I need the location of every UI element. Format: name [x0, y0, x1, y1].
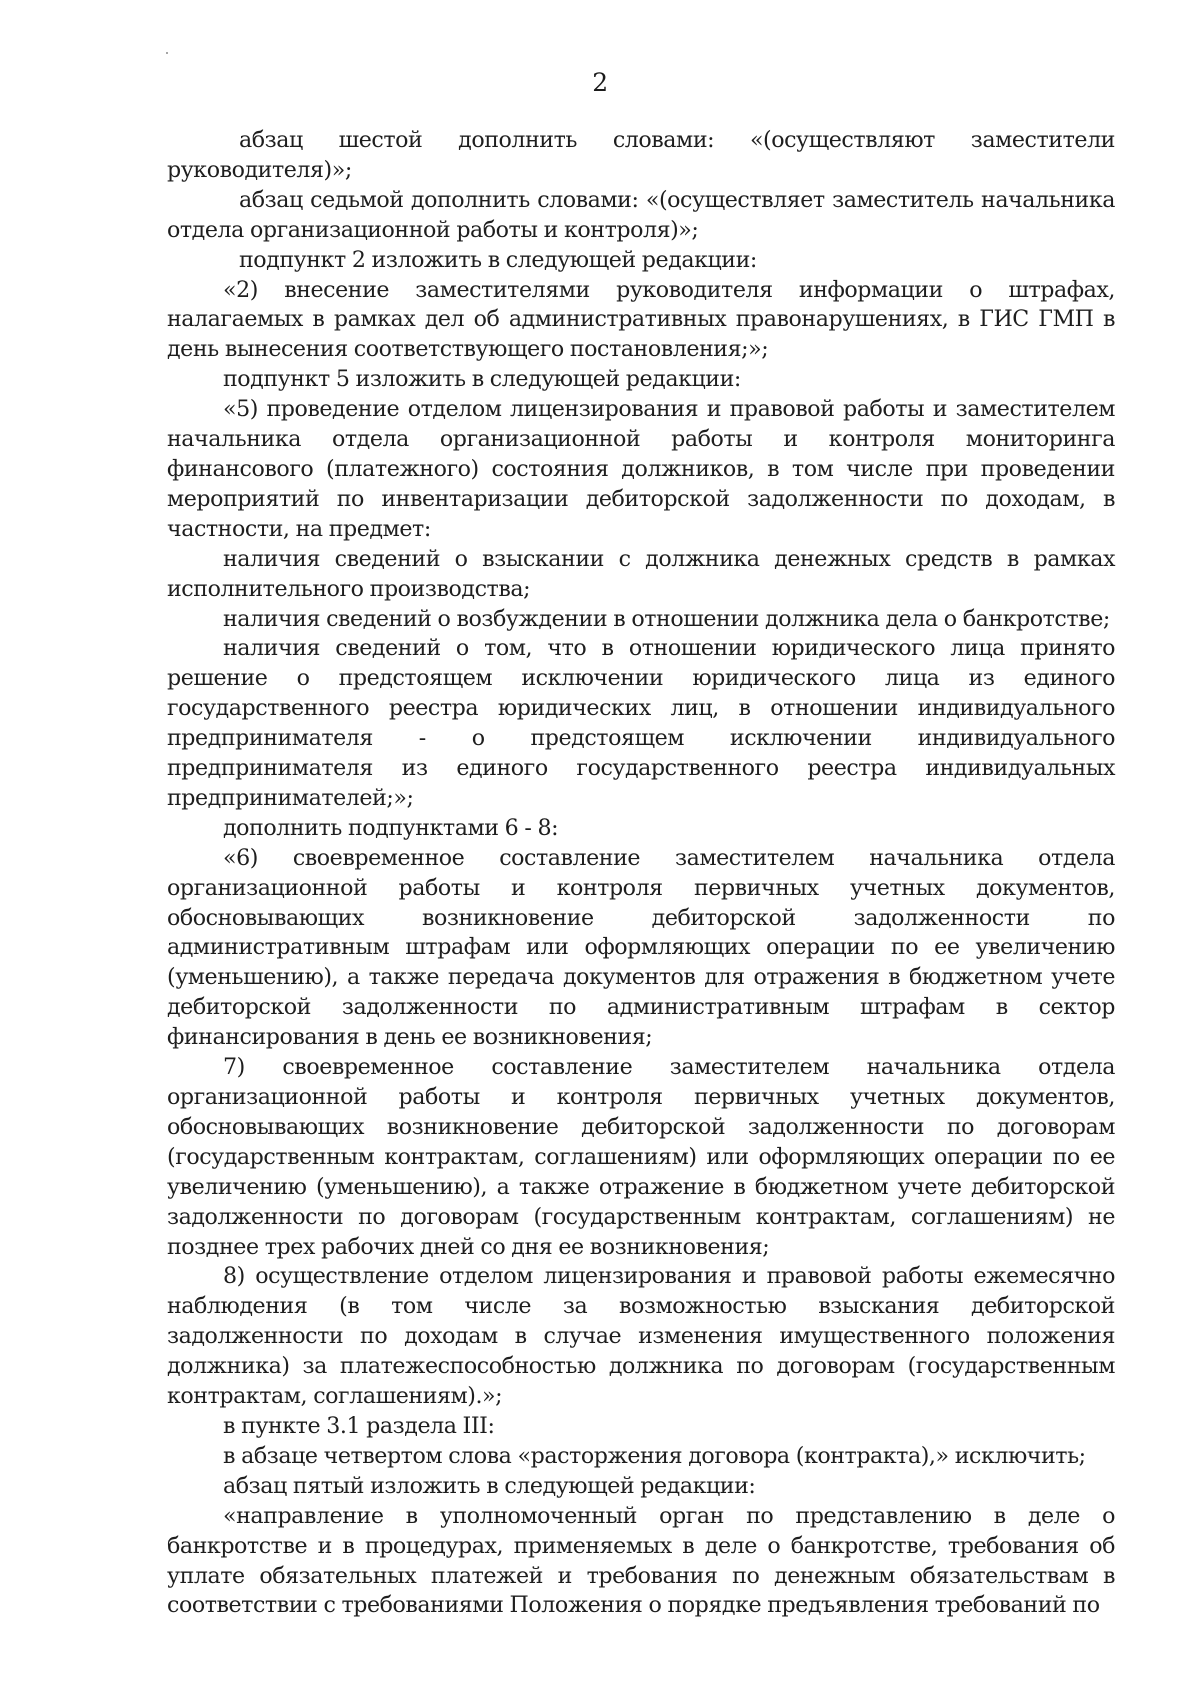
- page-number: 2: [592, 68, 608, 97]
- paragraph: «направление в уполномоченный орган по представлению в деле о банкротстве и в процедурах, применяемых в деле о банкротстве, требования об уплате обязательных платежей и требования по денежным обязательствам в соответствии с требованиями Положения о порядке предъявления требований по: [167, 1502, 1115, 1619]
- paragraph: подпункт 5 изложить в следующей редакции:: [223, 366, 741, 393]
- paragraph: 8) осуществление отделом лицензирования и правовой работы ежемесячно наблюдения (в том числе за возможностью взыскания дебиторской задолженности по доходам в случае изменения имущественного положения должника) за платежеспособностью должника по договорам (государственным контрактам, соглашениям).»;: [167, 1263, 1115, 1410]
- paragraph: подпункт 2 изложить в следующей редакции:: [239, 246, 757, 273]
- paragraph: в абзаце четвертом слова «расторжения договора (контракта),» исключить;: [223, 1442, 1086, 1469]
- paragraph: наличия сведений о возбуждении в отношении должника дела о банкротстве;: [223, 605, 1110, 632]
- paragraph: абзац пятый изложить в следующей редакции:: [223, 1472, 756, 1499]
- paragraph: в пункте 3.1 раздела III:: [223, 1412, 495, 1439]
- paragraph: «5) проведение отделом лицензирования и правовой работы и заместителем начальника отдела организационной работы и контроля мониторинга финансового (платежного) состояния должников, в том числе при проведении мероприятий по инвентаризации дебиторской задолженности по доходам, в частности, на предмет:: [167, 396, 1115, 542]
- scan-speck: [166, 52, 168, 54]
- paragraph: дополнить подпунктами 6 - 8:: [223, 814, 559, 841]
- paragraph: «2) внесение заместителями руководителя информации о штрафах, налагаемых в рамках дел об административных правонарушениях, в ГИС ГМП в день вынесения соответствующего постановления;»;: [167, 276, 1115, 363]
- paragraph: 7) своевременное составление заместителем начальника отдела организационной работы и контроля первичных учетных документов, обосновывающих возникновение дебиторской задолженности по договорам (государственным контрактам, соглашениям) или оформляющих операции по ее увеличению (уменьшению), а также отражение в бюджетном учете дебиторской задолженности по договорам (государственным контрактам, соглашениям) не позднее трех рабочих дней со дня ее возникновения;: [167, 1054, 1115, 1260]
- paragraph: абзац седьмой дополнить словами: «(осуществляет заместитель начальника отдела организационной работы и контроля)»;: [167, 186, 1115, 243]
- paragraph: абзац шестой дополнить словами: «(осуществляют заместители руководителя)»;: [167, 127, 1115, 183]
- paragraph: наличия сведений о взыскании с должника денежных средств в рамках исполнительного производства;: [167, 545, 1115, 602]
- paragraph: «6) своевременное составление заместителем начальника отдела организационной работы и контроля первичных учетных документов, обосновывающих возникновение дебиторской задолженности по административным штрафам или оформляющих операции по ее увеличению (уменьшению), а также передача документов для отражения в бюджетном учете дебиторской задолженности по административным штрафам в сектор финансирования в день ее возникновения;: [167, 844, 1115, 1051]
- document-body: [167, 126, 1115, 1621]
- paragraph: наличия сведений о том, что в отношении юридического лица принято решение о предстоящем исключении юридического лица из единого государственного реестра юридических лиц, в отношении индивидуального предпринимателя - о предстоящем исключении индивидуального предпринимателя из единого государственного реестра индивидуальных предпринимателей;»;: [167, 635, 1115, 811]
